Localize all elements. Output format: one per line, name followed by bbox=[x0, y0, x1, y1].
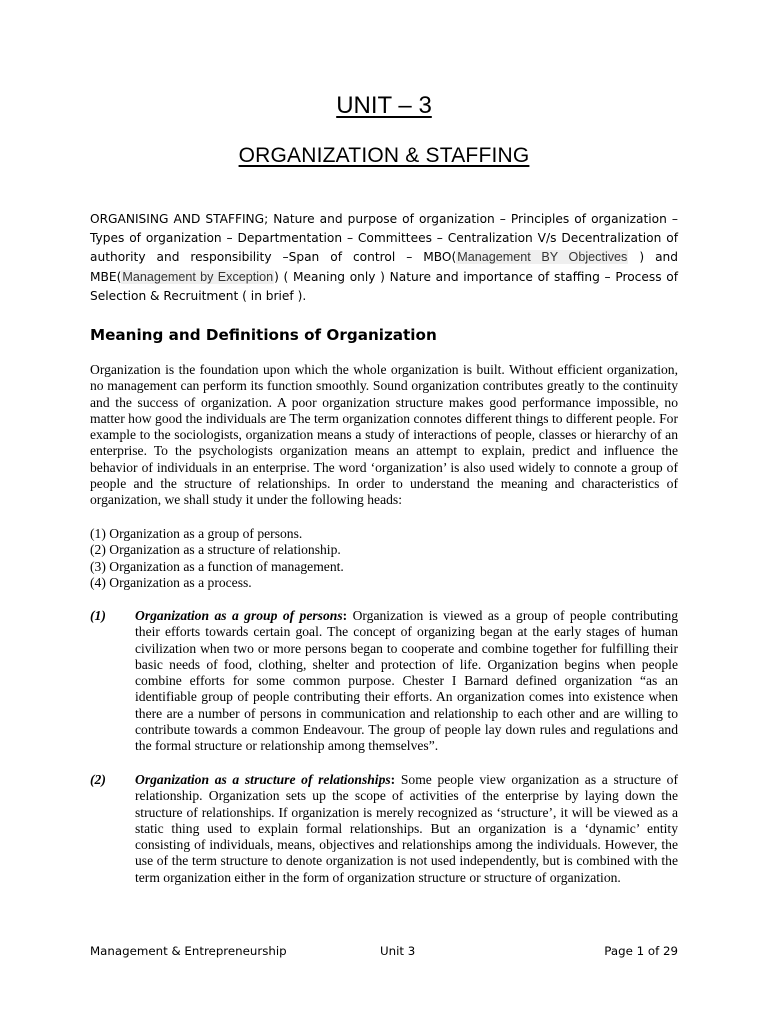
list-item: (3) Organization as a function of management. bbox=[90, 558, 344, 574]
syllabus-text-part1: ORGANISING AND STAFFING; Nature and purpose of organization – Principles of organization – Types of organization – Departmentation – Committees – Centralization V/s Decentralization of authority and responsibility –Span of control – MBO( bbox=[90, 212, 678, 265]
numbered-item-group-of-persons bbox=[90, 608, 678, 755]
item-text: Some people view organization as a structure of relationship. Organization sets up the scope of activities of the enterprise by laying down the structure of relationships. If organization is merely recognized as ‘structure’, it will be viewed as a static thing used to explain formal relationships. But an organization is a ‘dynamic’ entity consisting of individuals, means, objectives and relationships among the individuals. However, the use of the term structure to denote organization is not used independently, but is combined with the term organization either in the form of organization structure or structure of organization. bbox=[135, 772, 678, 885]
syllabus-paragraph bbox=[90, 210, 678, 306]
syllabus-text-part2: ) and MBE( bbox=[90, 250, 678, 284]
item-colon: : bbox=[390, 772, 396, 787]
item-body bbox=[135, 772, 678, 886]
list-item: (2) Organization as a structure of relationship. bbox=[90, 542, 341, 558]
intro-paragraph: Organization is the foundation upon which the whole organization is built. Without efficient organization, no management can perform its function smoothly. Sound organization contributes greatly to the continuity and the success of organization. A poor organization structure makes good performance impossible, no matter how good the individuals are The term organization connotes different things to different people. For example to the sociologists, organization means a study of interactions of people, classes or hierarchy of an enterprise. To the psychologists organization means an attempt to explain, predict and influence the behavior of individuals in an enterprise. The word ‘organization’ is also used widely to connote a group of people and the structure of relationships. In order to understand the meaning and characteristics of organization, we shall study it under the following heads: bbox=[90, 362, 678, 508]
mbe-highlight: Management by Exception bbox=[122, 269, 274, 284]
section-heading: Meaning and Definitions of Organization bbox=[90, 326, 437, 344]
item-lead: Organization as a structure of relationships bbox=[135, 772, 391, 787]
item-colon: : bbox=[342, 608, 348, 623]
syllabus-text-part3: ) ( Meaning only ) Nature and importance of staffing – Process of Selection & Recruitment ( in brief ). bbox=[90, 269, 678, 303]
footer-page-number: Page 1 of 29 bbox=[604, 944, 678, 958]
unit-title: UNIT – 3 bbox=[336, 92, 432, 119]
mbo-highlight: Management BY Objectives bbox=[457, 250, 628, 265]
item-text: Organization is viewed as a group of people contributing their efforts towards certain goal. The concept of organizing began at the early stages of human civilization when two or more persons began to cooperate and combine together for fulfilling their basic needs of food, clothing, shelter and protection of life. Organization begins when people combine efforts for some common purpose. Chester I Barnard defined organization “as an identifiable group of people contributing their efforts. An organization comes into existence when there are a number of persons in communication and relationship to each other and are willing to contribute towards a common Endeavour. The group of people lay down rules and regulations and the formal structure or relationship among themselves”. bbox=[135, 608, 678, 754]
item-number: (1) bbox=[90, 608, 106, 623]
footer-course-name: Management & Entrepreneurship bbox=[90, 944, 287, 958]
item-body bbox=[135, 608, 678, 755]
heads-list bbox=[90, 526, 678, 591]
list-item: (4) Organization as a process. bbox=[90, 574, 252, 590]
list-item: (1) Organization as a group of persons. bbox=[90, 526, 303, 541]
footer-unit: Unit 3 bbox=[380, 944, 416, 958]
page-title: ORGANIZATION & STAFFING bbox=[238, 144, 530, 167]
page-footer bbox=[90, 944, 678, 960]
item-lead: Organization as a group of persons bbox=[135, 608, 343, 623]
numbered-item-structure-of-relationships bbox=[90, 772, 678, 886]
item-number: (2) bbox=[90, 772, 106, 787]
